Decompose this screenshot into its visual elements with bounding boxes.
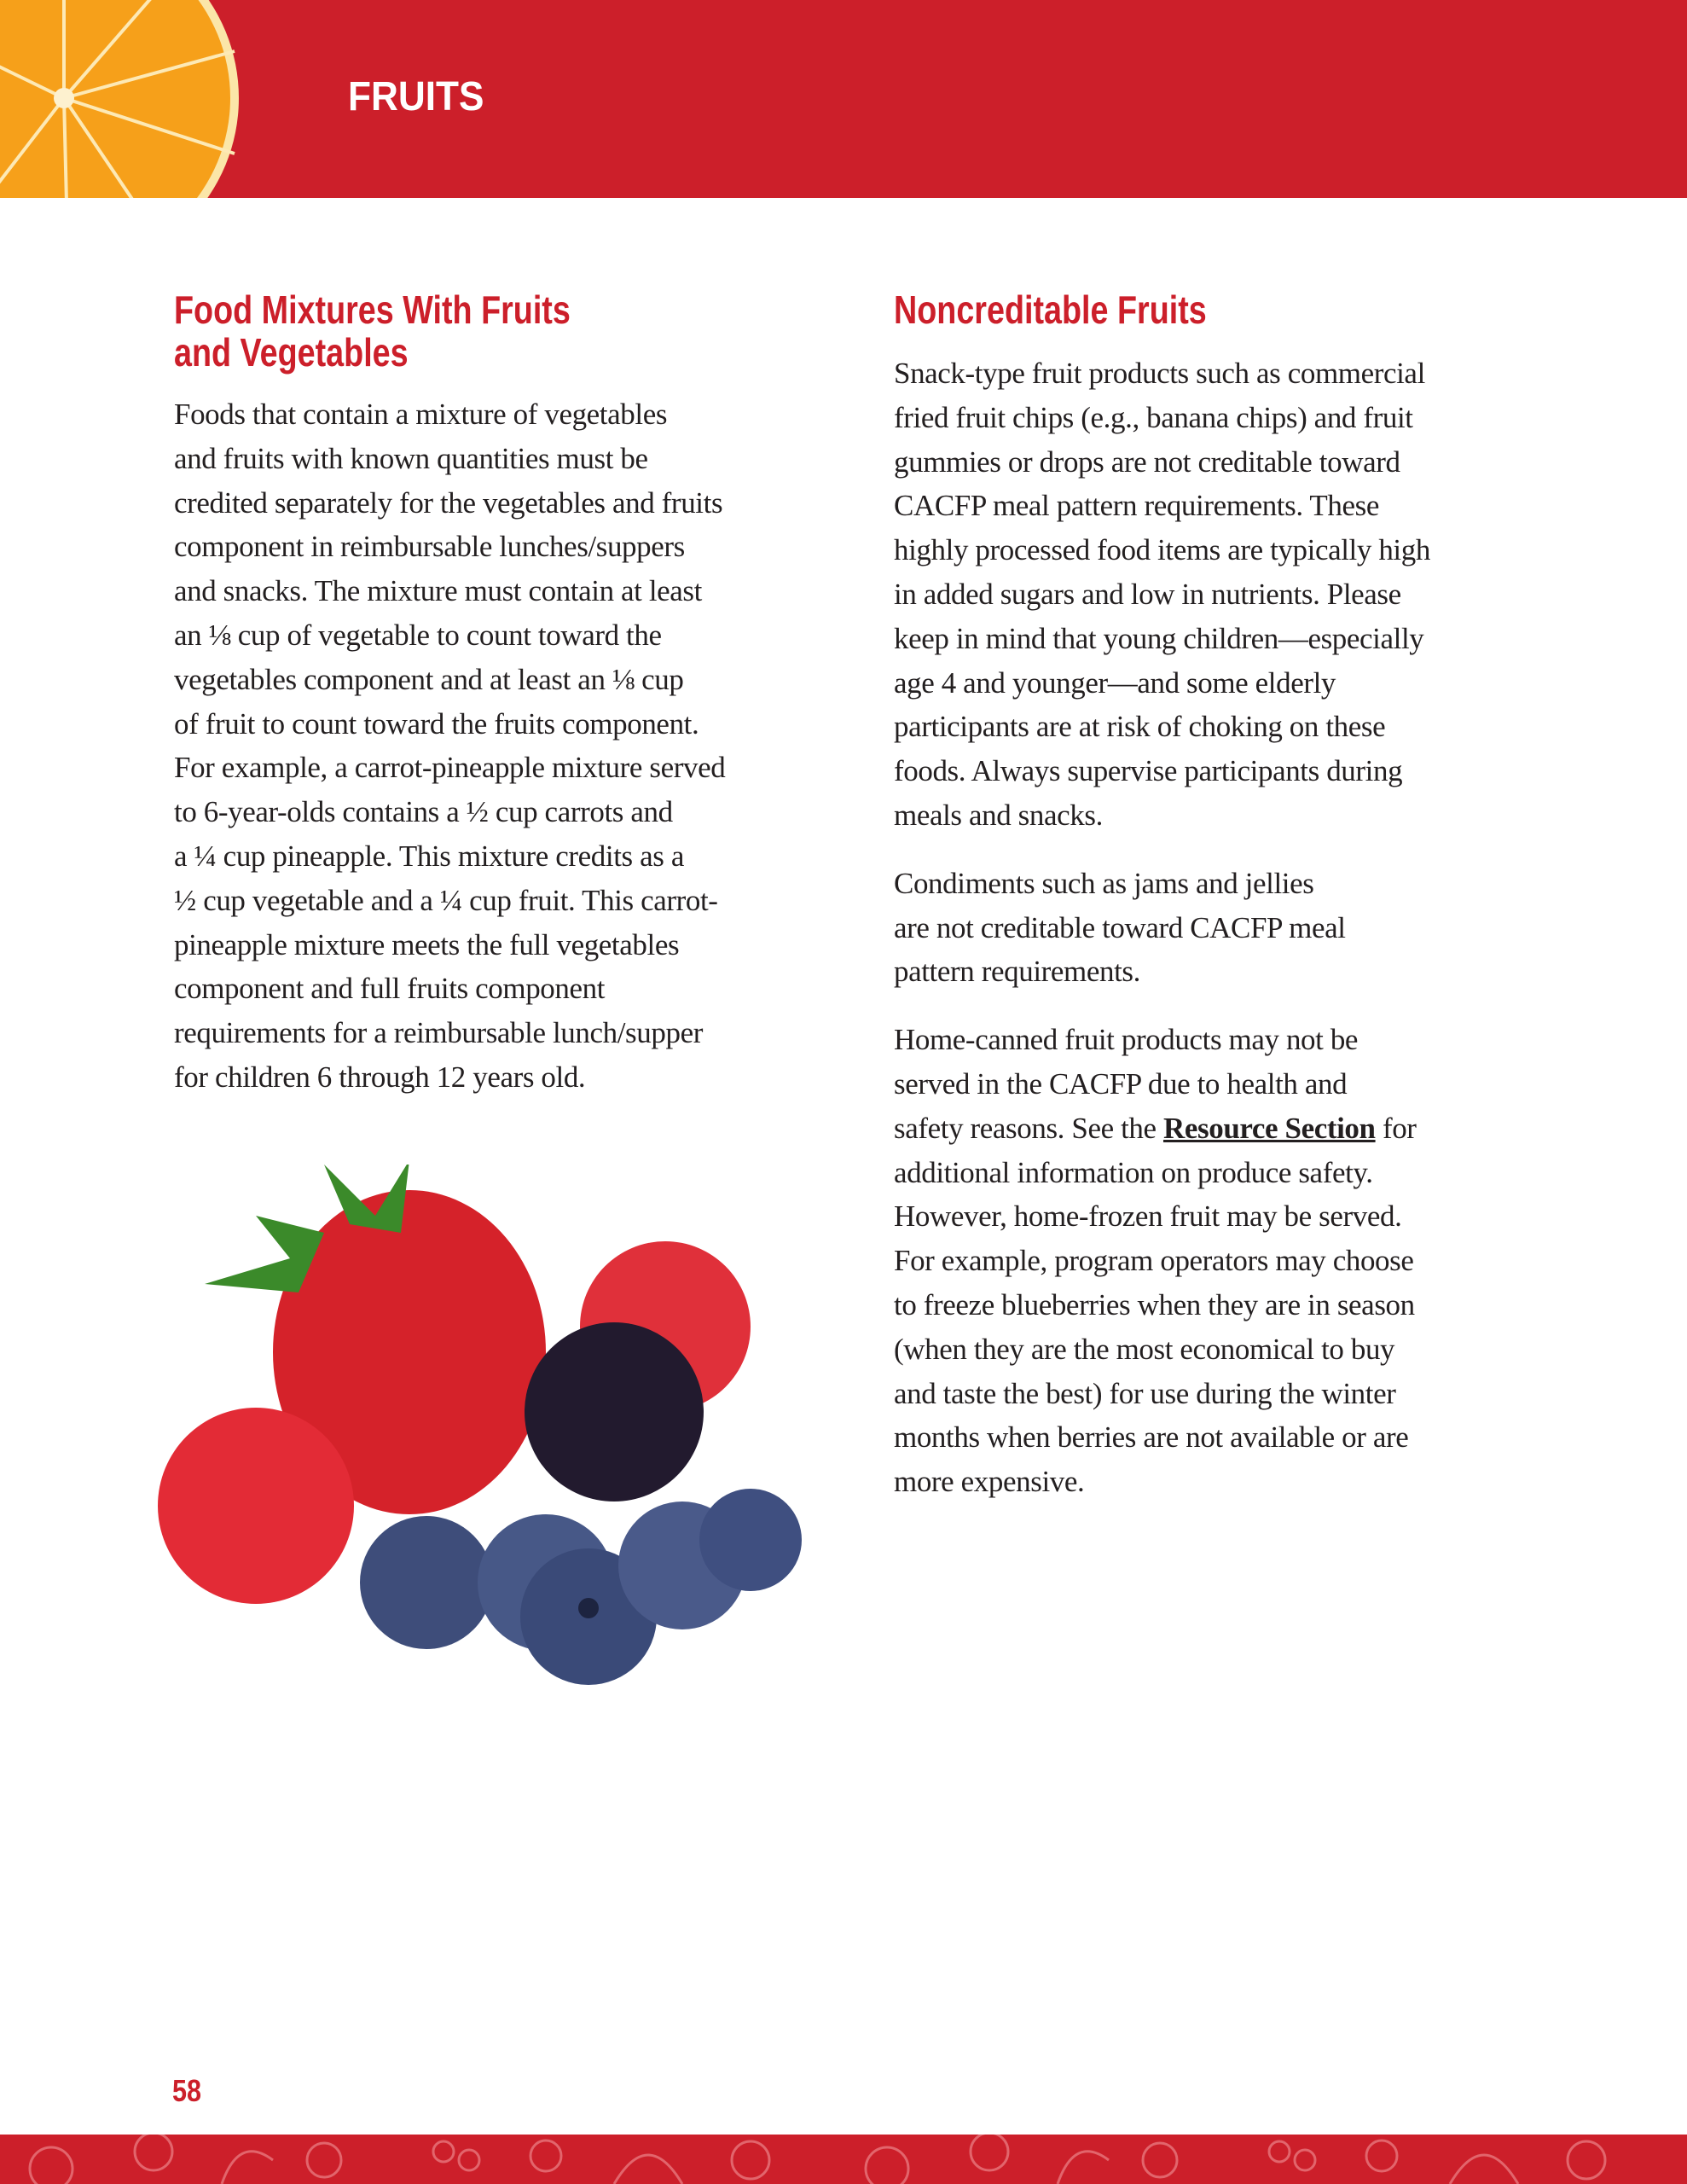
text-segment: safety reasons. See the — [894, 1111, 1163, 1145]
text-line: a ¼ cup pineapple. This mixture credits as a — [174, 839, 684, 873]
paragraph-noncreditable-snacks — [894, 351, 1430, 838]
text-line: meals and snacks. — [894, 798, 1103, 832]
text-line: Home-canned fruit products may not be — [894, 1023, 1359, 1057]
text-line: of fruit to count toward the fruits component. — [174, 706, 699, 741]
text-line: served in the CACFP due to health and — [894, 1066, 1348, 1101]
resource-section-link[interactable]: Resource Section — [1162, 1111, 1376, 1145]
text-line: in added sugars and low in nutrients. Please — [894, 577, 1401, 611]
text-line: foods. Always supervise participants during — [894, 754, 1403, 788]
paragraph-home-canned — [894, 1018, 1430, 1504]
orange-slice-image — [0, 0, 241, 198]
page-number: 58 — [172, 2073, 202, 2108]
text-line: fried fruit chips (e.g., banana chips) and fruit — [894, 400, 1413, 434]
text-line: ½ cup vegetable and a ¼ cup fruit. This carrot- — [174, 883, 718, 917]
text-line: vegetables component and at least an ⅛ cup — [174, 662, 684, 696]
text-line: more expensive. — [894, 1465, 1085, 1499]
text-line: and snacks. The mixture must contain at least — [174, 574, 702, 608]
text-line: requirements for a reimbursable lunch/supper — [174, 1016, 703, 1050]
text-line: However, home-frozen fruit may be served. — [894, 1199, 1402, 1234]
text-line: Snack-type fruit products such as commercial — [894, 357, 1425, 390]
mixed-berries-image — [154, 1165, 810, 1685]
text-line: For example, a carrot-pineapple mixture served — [174, 751, 726, 785]
text-line: to freeze blueberries when they are in season — [894, 1287, 1415, 1321]
text-line: For example, program operators may choose — [894, 1244, 1414, 1278]
text-line: age 4 and younger—and some elderly — [894, 665, 1336, 700]
text-line: and taste the best) for use during the winter — [894, 1376, 1396, 1410]
text-line: months when berries are not available or are — [894, 1420, 1409, 1455]
text-line: Condiments such as jams and jellies — [894, 866, 1314, 900]
right-body-text — [894, 351, 1430, 1528]
text-line: and fruits with known quantities must be — [174, 441, 648, 475]
text-line: pattern requirements. — [894, 955, 1140, 989]
text-line: component and full fruits component — [174, 972, 606, 1006]
text-line: (when they are the most economical to buy — [894, 1332, 1395, 1366]
text-segment: for — [1375, 1111, 1417, 1145]
text-line: are not creditable toward CACFP meal — [894, 910, 1346, 944]
left-body-text — [174, 392, 725, 1100]
text-line: highly processed food items are typically high — [894, 533, 1430, 567]
text-line: keep in mind that young children—especially — [894, 621, 1424, 655]
text-line — [894, 1107, 1430, 1151]
section-title: FRUITS — [348, 74, 484, 119]
text-line: CACFP meal pattern requirements. These — [894, 489, 1379, 523]
text-line: an ⅛ cup of vegetable to count toward the — [174, 618, 662, 652]
page-header-banner — [0, 0, 1687, 198]
heading-line: and Vegetables — [174, 330, 409, 375]
footer-pattern-band — [0, 2135, 1687, 2184]
text-line: to 6-year-olds contains a ½ cup carrots and — [174, 795, 673, 829]
text-line: Foods that contain a mixture of vegetables — [174, 398, 668, 431]
text-line: for children 6 through 12 years old. — [174, 1060, 586, 1094]
paragraph-condiments — [894, 862, 1430, 994]
text-line: pineapple mixture meets the full vegetables — [174, 927, 680, 961]
heading-line: Food Mixtures With Fruits — [174, 288, 571, 332]
text-line: gummies or drops are not creditable toward — [894, 444, 1400, 479]
right-heading: Noncreditable Fruits — [894, 288, 1207, 332]
left-heading — [174, 288, 571, 374]
text-line: credited separately for the vegetables and fruits — [174, 485, 723, 520]
text-line: component in reimbursable lunches/suppers — [174, 530, 685, 564]
text-line: additional information on produce safety. — [894, 1155, 1373, 1189]
text-line: participants are at risk of choking on these — [894, 710, 1386, 744]
